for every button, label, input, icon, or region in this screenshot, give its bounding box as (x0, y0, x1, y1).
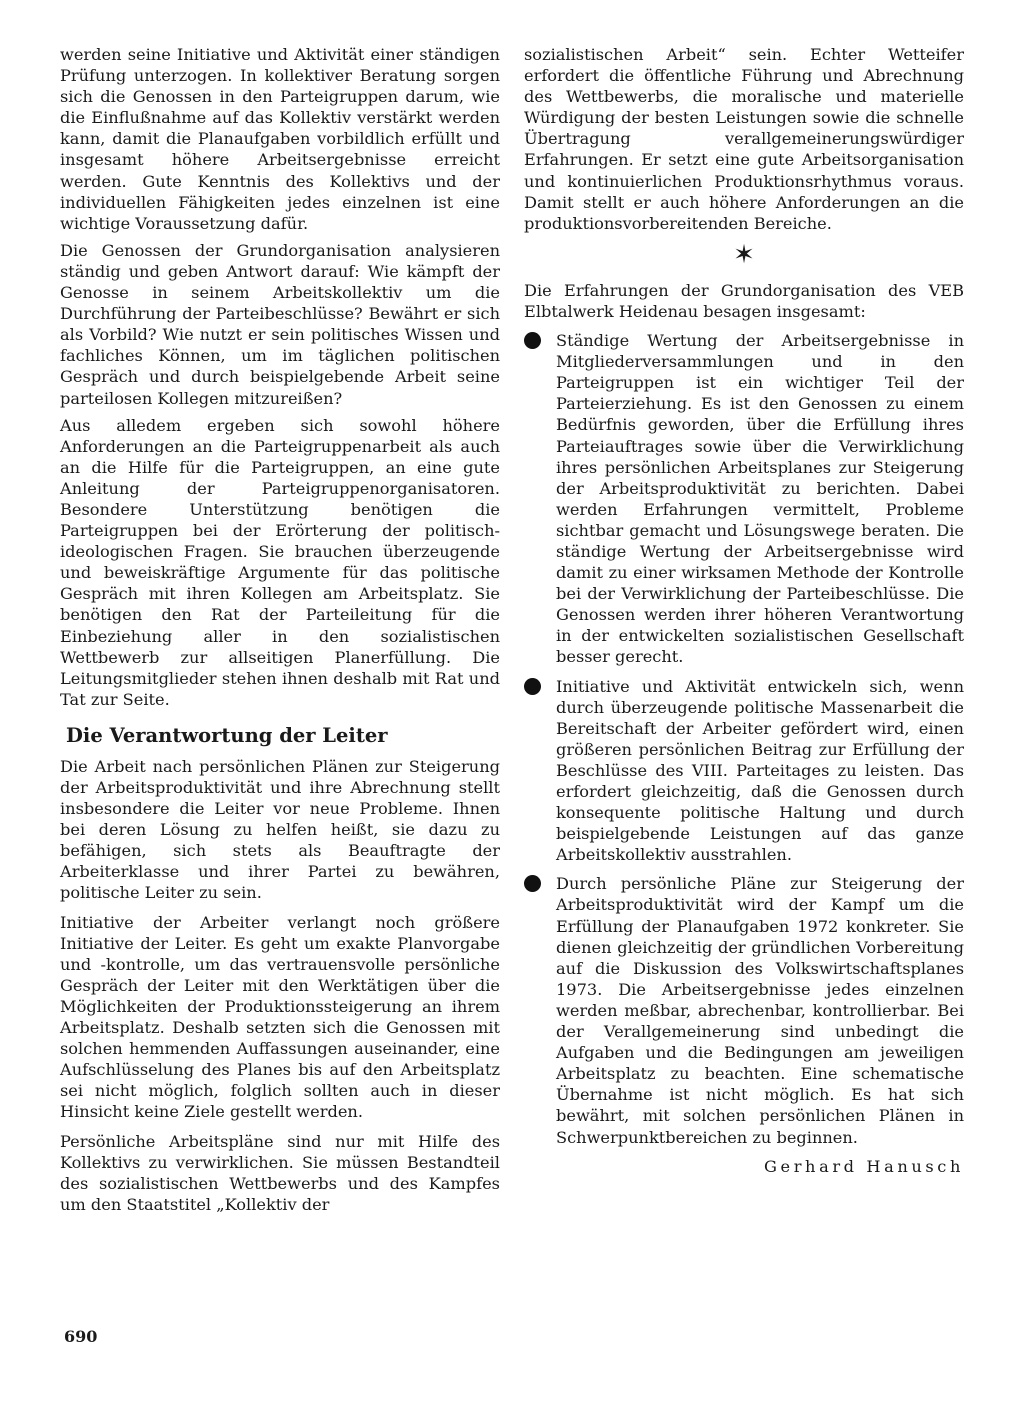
page-number: 690 (64, 1327, 98, 1346)
list-item (524, 873, 964, 1147)
bullet-dot-icon (524, 875, 541, 892)
list-item (524, 330, 964, 668)
paragraph: Die Arbeit nach persönlichen Plänen zur Steigerung der Arbeitsproduktivität und ihre Abrechnung stellt insbesondere die Leiter vor neue Probleme. Ihnen bei deren Lösung zu helfen heißt, sie dazu zu befähigen, sich stets als Beauftragte der Arbeiterklasse und ihrer Partei zu bewähren, politische Leiter zu sein. (60, 756, 500, 903)
paragraph: Persönliche Arbeitspläne sind nur mit Hilfe des Kollektivs zu verwirklichen. Sie müssen Bestandteil des sozialistischen Wettbewerbs und des Kampfes um den Staatstitel „Kollektiv der (60, 1131, 500, 1214)
list-item-text: Durch persönliche Pläne zur Steigerung der Arbeitsproduktivität wird der Kampf um die Erfüllung der Planaufgaben 1972 konkreter. Sie dienen gleichzeitig der gründlichen Vorbereitung auf die Diskussion des Volkswirtschaftsplanes 1973. Die Arbeitsergebnisse jedes einzelnen werden meßbar, abrechenbar, kontrollierbar. Bei der Verallgemeinerung sind unbedingt die Aufgaben und die Bedingungen am jeweiligen Arbeitsplatz zu beachten. Eine schematische Übernahme ist nicht möglich. Es hat sich bewährt, mit solchen persönlichen Plänen in Schwerpunktbereichen zu beginnen. (556, 874, 964, 1147)
paragraph: Aus alledem ergeben sich sowohl höhere Anforderungen an die Parteigruppenarbeit als auch an die Hilfe für die Parteigruppen, an eine gute Anleitung der Parteigruppenorganisatoren. Besondere Unterstützung benötigen die Parteigruppen bei der Erörterung der politisch-ideologischen Fragen. Sie brauchen überzeugende und beweiskräftige Argumente für das politische Gespräch mit ihren Kollegen am Arbeitsplatz. Sie benötigen den Rat der Parteileitung für die Einbeziehung aller in den sozialistischen Wettbewerb zur allseitigen Planerfüllung. Die Leitungsmitglieder stehen ihnen deshalb mit Rat und Tat zur Seite. (60, 415, 500, 709)
paragraph-continuation: sozialistischen Arbeit“ sein. Echter Wetteifer erfordert die öffentliche Führung und Abrechnung des Wettbewerbs, die moralische und materielle Würdigung der besten Leistungen sowie die schnelle Übertragung verallgemeinerungswürdiger Erfahrungen. Er setzt eine gute Arbeitsorganisation und kontinuierlichen Produktionsrhythmus voraus. Damit stellt er auch höhere Anforderungen an die produktionsvorbereitenden Bereiche. (524, 45, 964, 233)
list-item (524, 676, 964, 866)
right-column (524, 44, 964, 1177)
paragraph: Die Genossen der Grundorganisation analysieren ständig und geben Antwort darauf: Wie kämpft der Genosse in seinem Arbeitskollektiv um die Durchführung der Parteibeschlüsse? Bewährt er sich als Vorbild? Wie nutzt er sein politisches Wissen und fachliches Können, um im täglichen politischen Gespräch und durch beispielgebende Arbeit seine parteilosen Kollegen mitzureißen? (60, 240, 500, 408)
intro-paragraph: Die Erfahrungen der Grundorganisation des VEB Elbtalwerk Heidenau besagen insgesamt: (524, 280, 964, 321)
list-item-text: Ständige Wertung der Arbeitsergebnisse in Mitgliederversammlungen und in den Parteigruppen ist ein wichtiger Teil der Parteierziehung. Es ist den Genossen zu einem Bedürfnis geworden, über die Erfüllung ihres Parteiauftrages sowie über die Verwirklichung ihres persönlichen Arbeitsplanes zur Steigerung der Arbeitsproduktivität zu berichten. Dabei werden Erfahrungen vermittelt, Probleme sichtbar gemacht und Lösungswege beraten. Die ständige Wertung der Arbeitsergebnisse wird damit zu einer wirksamen Methode der Kontrolle bei der Verwirklichung der Parteibeschlüsse. Die Genossen werden ihrer höheren Verantwortung in der entwickelten sozialistischen Gesellschaft besser gerecht. (556, 331, 964, 667)
paragraph: Initiative der Arbeiter verlangt noch größere Initiative der Leiter. Es geht um exakte Planvorgabe und -kontrolle, um das vertrauensvolle persönliche Gespräch der Leiter mit den Werktätigen über die Möglichkeiten der Produktionssteigerung an ihrem Arbeitsplatz. Deshalb setzten sich die Genossen mit solchen hemmenden Auffassungen auseinander, eine Aufschlüsselung des Planes bis auf den Arbeitsplatz sei nicht möglich, folglich sollten auch in dieser Hinsicht keine Ziele gestellt werden. (60, 912, 500, 1122)
paragraph: werden seine Initiative und Aktivität einer ständigen Prüfung unterzogen. In kollektiver Beratung sorgen sich die Genossen in den Parteigruppen darum, wie die Einflußnahme auf das Kollektiv verstärkt werden kann, damit die Planaufgaben vorbildlich erfüllt und insgesamt höhere Arbeitsergebnisse erreicht werden. Gute Kenntnis des Kollektivs und der individuellen Fähigkeiten jedes einzelnen ist eine wichtige Voraussetzung dafür. (60, 45, 500, 233)
author-signature: Gerhard Hanusch (764, 1156, 964, 1176)
asterisk-separator-icon: ✶ (733, 239, 755, 270)
section-heading: Die Verantwortung der Leiter (66, 723, 388, 747)
list-item-text: Initiative und Aktivität entwickeln sich, wenn durch überzeugende politische Massenarbeit die Bereitschaft der Arbeiter gefördert wird, einen größeren persönlichen Beitrag zur Erfüllung der Beschlüsse des VIII. Parteitages zu leisten. Das erfordert gleichzeitig, daß die Genossen durch konsequente politische Haltung und durch beispielgebende Leistungen auf das ganze Arbeitskollektiv ausstrahlen. (556, 676, 964, 865)
bullet-list (524, 330, 964, 1148)
bullet-dot-icon (524, 332, 541, 349)
bullet-dot-icon (524, 678, 541, 695)
left-column (60, 44, 500, 1223)
